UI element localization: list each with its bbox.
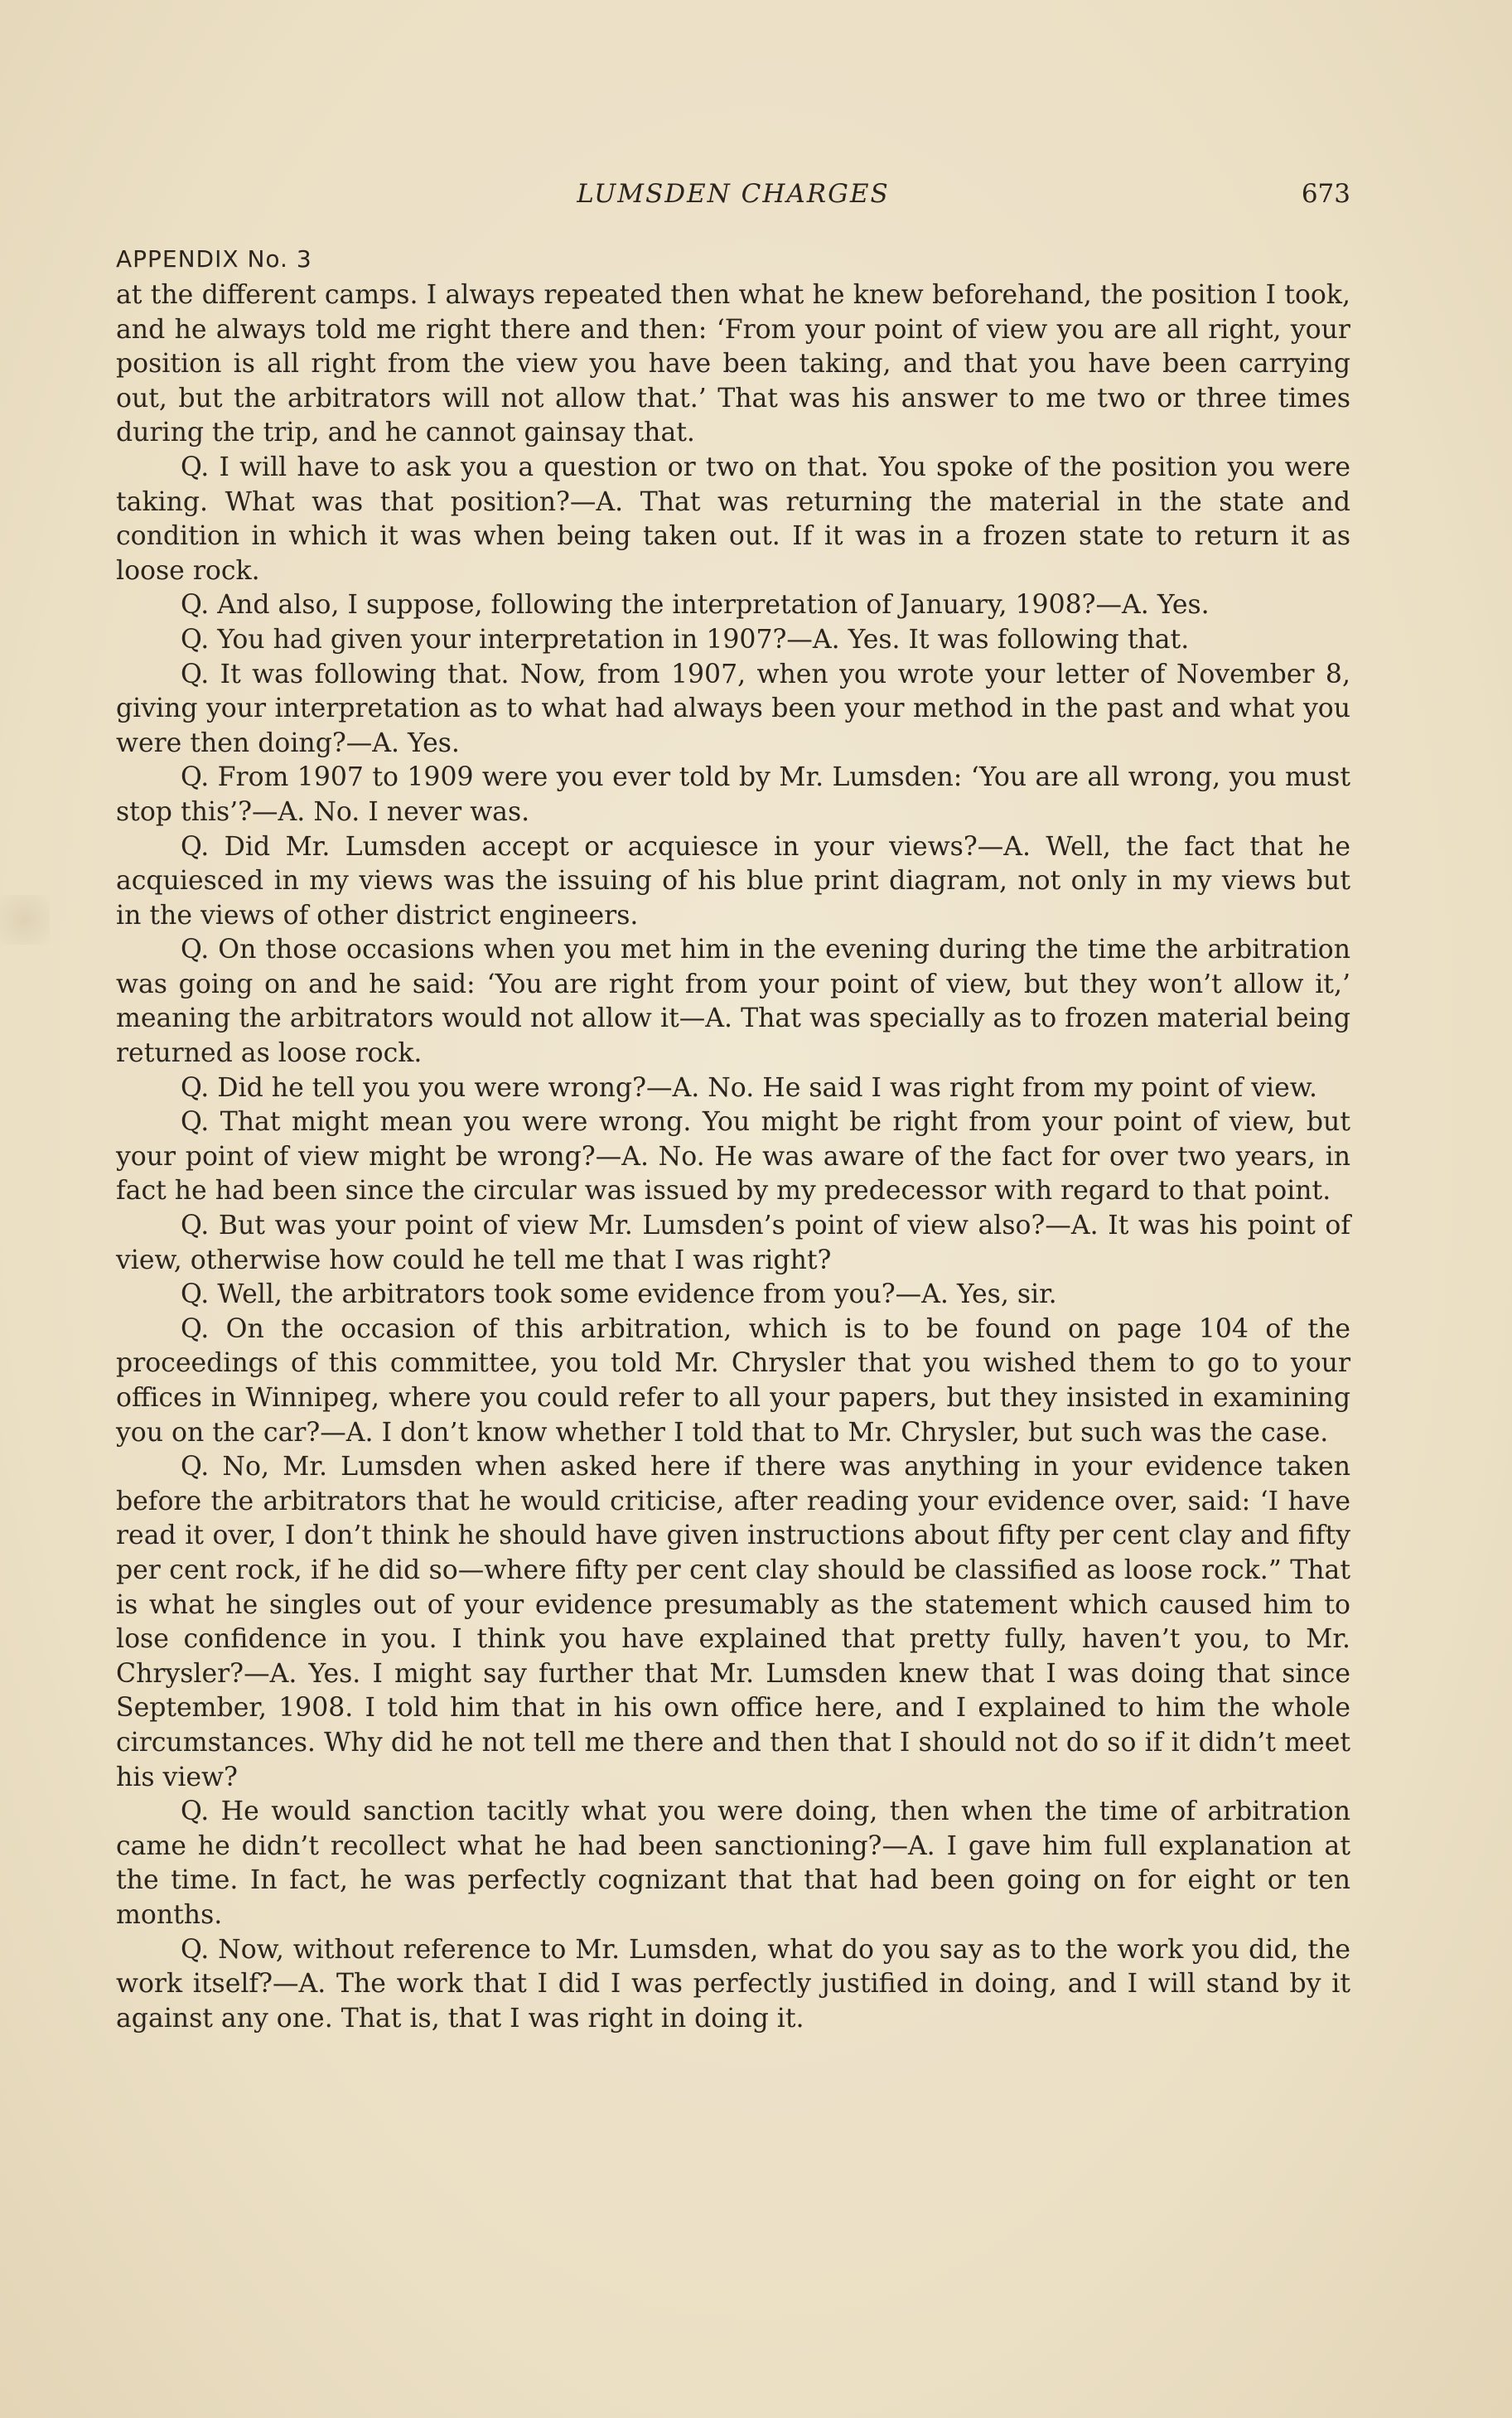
paragraph: Q. You had given your interpretation in 1907?—A. Yes. It was following that. <box>181 624 1190 655</box>
paragraph: Q. Did he tell you you were wrong?—A. No. He said I was right from my point of view. <box>181 1072 1317 1103</box>
paragraph: Q. It was following that. Now, from 1907, when you wrote your letter of November 8, giving your interpretation as to what had always been your method in the past and what you were then doing?—A. Yes. <box>116 659 1350 758</box>
running-header <box>116 179 1350 220</box>
page-number: 673 <box>1301 179 1350 209</box>
paragraph: at the different camps. I always repeated then what he knew beforehand, the position I took, and he always told me right there and then: ‘From your point of view you are all right, your position is all right from the view you have been taking, and that you have been carrying out, but the arbitrators will not allow that.’ That was his answer to me two or three times during the trip, and he cannot gainsay that. <box>116 280 1350 448</box>
paragraph: Q. On those occasions when you met him in the evening during the time the arbitration was going on and he said: ‘You are right from your point of view, but they won’t allow it,’ meaning the arbitrators would not allow it—A. That was specially as to frozen material being returned as loose rock. <box>116 935 1350 1069</box>
paragraph: Q. He would sanction tacitly what you were doing, then when the time of arbitration came he didn’t recollect what he had been sanctioning?—A. I gave him full explanation at the time. In fact, he was perfectly cognizant that that had been going on for eight or ten months. <box>116 1797 1350 1930</box>
paragraph: Q. That might mean you were wrong. You might be right from your point of view, but your point of view might be wrong?—A. No. He was aware of the fact for over two years, in fact he had been since the circular was issued by my predecessor with regard to that point. <box>116 1107 1350 1207</box>
paragraph: Q. And also, I suppose, following the interpretation of January, 1908?—A. Yes. <box>181 590 1210 621</box>
paragraph: Q. Well, the arbitrators took some evidence from you?—A. Yes, sir. <box>181 1279 1057 1310</box>
paragraph: Q. But was your point of view Mr. Lumsden’s point of view also?—A. It was his point of view, otherwise how could he tell me that I was right? <box>116 1211 1350 1275</box>
paper-fold-mark <box>0 895 50 945</box>
paragraph: Q. I will have to ask you a question or two on that. You spoke of the position you were taking. What was that position?—A. That was returning the material in the state and condition in which it was when being taken out. If it was in a frozen state to return it as loose rock. <box>116 452 1350 586</box>
appendix-label: APPENDIX No. 3 <box>116 245 312 273</box>
paragraph: Q. No, Mr. Lumsden when asked here if there was anything in your evidence taken before the arbitrators that he would criticise, after reading your evidence over, said: ‘I have read it over, I don’t think he should have given instructions about fifty per cent clay and fifty per cent rock, if he did so—where fifty per cent clay should be classified as loose rock.” That is what he singles out of your evidence presumably as the statement which caused him to lose confidence in you. I think you have explained that pretty fully, haven’t you, to Mr. Chrysler?—A. Yes. I might say further that Mr. Lumsden knew that I was doing that since September, 1908. I told him that in his own office here, and I explained to him the whole circumstances. Why did he not tell me there and then that I should not do so if it didn’t meet his view? <box>116 1452 1350 1792</box>
paragraph: Q. Did Mr. Lumsden accept or acquiesce in your views?—A. Well, the fact that he acquiesced in my views was the issuing of his blue print diagram, not only in my views but in the views of other district engineers. <box>116 831 1350 931</box>
paragraph: Q. From 1907 to 1909 were you ever told by Mr. Lumsden: ‘You are all wrong, you must stop this’?—A. No. I never was. <box>116 762 1350 827</box>
paragraph: Q. On the occasion of this arbitration, which is to be found on page 104 of the proceedings of this committee, you told Mr. Chrysler that you wished them to go to your offices in Winnipeg, where you could refer to all your papers, but they insisted in examining you on the car?—A. I don’t know whether I told that to Mr. Chrysler, but such was the case. <box>116 1313 1350 1448</box>
paragraph: Q. Now, without reference to Mr. Lumsden, what do you say as to the work you did, the work itself?—A. The work that I did I was perfectly justified in doing, and I will stand by it against any one. That is, that I was right in doing it. <box>116 1934 1350 2034</box>
running-title: LUMSDEN CHARGES <box>577 179 890 209</box>
body-text <box>116 278 1350 2036</box>
